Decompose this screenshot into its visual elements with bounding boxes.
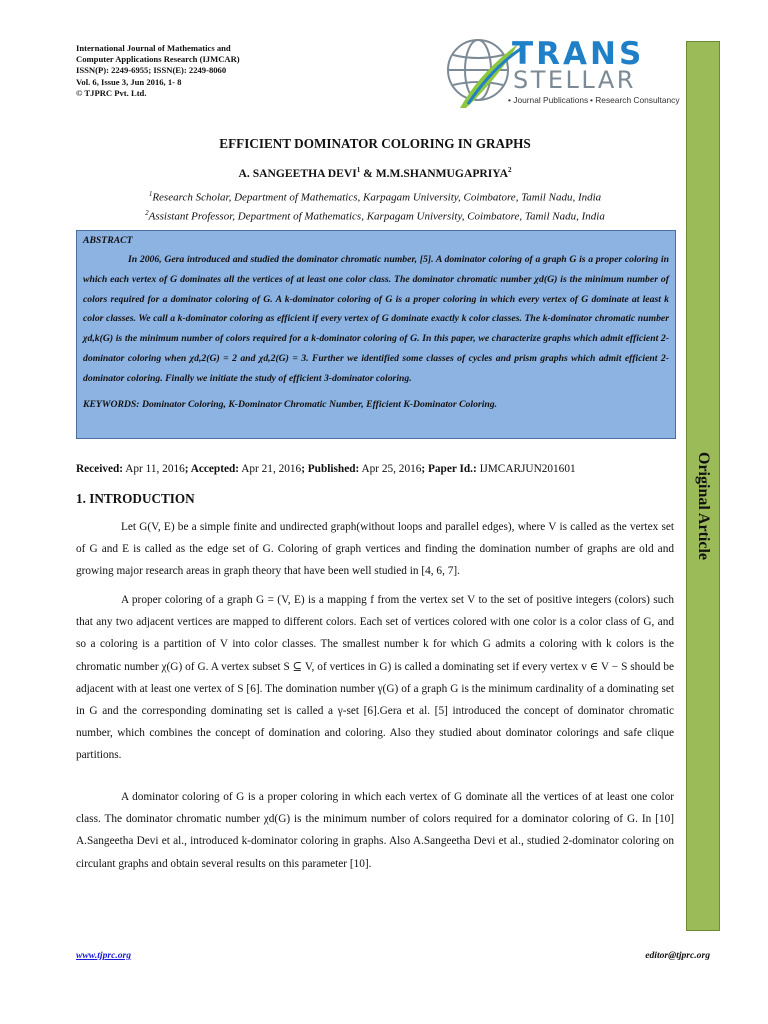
paragraph-3: A dominator coloring of G is a proper coloring in which each vertex of G dominate all the vertices of at least one color class. The dominator chromatic number χd(G) is the minimum number of colors required for a dominator coloring of G. In [10] A.Sangeetha Devi et al., introduced k-dominator coloring in graphs. Also A.Sangeetha Devi et al., studied 2-dominator coloring on circulant graphs and obtain several results on this parameter [10]. — [76, 791, 674, 870]
paper-id-label: Paper Id.: — [428, 463, 477, 475]
affiliation-sup: 1 — [148, 190, 153, 198]
journal-line: Computer Applications Research (IJMCAR) — [76, 54, 240, 65]
logo-word-top: TRANS — [512, 36, 645, 72]
abstract-heading: ABSTRACT — [83, 235, 133, 246]
affiliation-sup: 2 — [145, 209, 149, 217]
author-2: M.M.SHANMUGAPRIYA — [375, 166, 508, 180]
paper-title: EFFICIENT DOMINATOR COLORING IN GRAPHS — [219, 136, 531, 151]
journal-line: Vol. 6, Issue 3, Jun 2016, 1- 8 — [76, 76, 182, 87]
accepted-date: Apr 21, 2016 — [241, 463, 302, 475]
article-type-label: Original Article — [695, 452, 712, 560]
journal-line: ISSN(P): 2249-6955; ISSN(E): 2249-8060 — [76, 65, 227, 76]
author-1: A. SANGEETHA DEVI — [238, 166, 357, 180]
received-label: Received: — [76, 463, 124, 475]
abstract-keywords: KEYWORDS: Dominator Coloring, K-Dominator Chromatic Number, Efficient K-Dominator Coloring. — [83, 398, 498, 410]
abstract-body: In 2006, Gera introduced and studied the dominator chromatic number, [5]. A dominator coloring of a graph G is a proper coloring in which each vertex of G dominates all the vertices of at least one color class. The dominator chromatic number χd(G) is the minimum number of colors required for a dominator coloring of G. A k-dominator coloring of G is a proper coloring in which every vertex of G dominate at least k color classes. We call a k-dominator coloring as efficient if every vertex of G dominate exactly k color classes. The k-dominator chromatic number χd,k(G) is the minimum number of colors required for a k-dominator coloring of G. In this paper, we characterize graphs which admit efficient 2-dominator coloring when χd,2(G) = 2 and χd,2(G) = 3. Further we identified some classes of cycles and prism graphs which admit efficient 2-dominator coloring. Finally we initiate the study of efficient 3-dominator coloring. — [83, 254, 669, 384]
journal-line: International Journal of Mathematics and — [76, 43, 231, 53]
transstellar-logo — [440, 32, 682, 112]
affiliation-text: Research Scholar, Department of Mathematics, Karpagam University, Coimbatore, Tamil Nadu, India — [152, 191, 602, 204]
affiliation-text: Assistant Professor, Department of Mathematics, Karpagam University, Coimbatore, Tamil Nadu, India — [148, 210, 605, 223]
logo-word-bottom: STELLAR — [513, 66, 636, 94]
paper-id: IJMCARJUN201601 — [479, 463, 576, 475]
website-link[interactable]: www.tjprc.org — [76, 950, 132, 961]
author-1-sup: 1 — [356, 166, 361, 174]
section-heading: 1. INTRODUCTION — [76, 491, 195, 506]
published-date: Apr 25, 2016 — [361, 463, 422, 475]
accepted-label: Accepted: — [190, 463, 240, 475]
logo-tag-left: • Journal Publications — [508, 95, 589, 105]
received-date: Apr 11, 2016 — [125, 463, 185, 475]
abstract-box — [76, 230, 676, 439]
paragraph-1: Let G(V, E) be a simple finite and undirected graph(without loops and parallel edges), where V is called as the vertex set of G and E is called as the edge set of G. Coloring of graph vertices and finding the domination number of graphs are old and growing major research areas in graph theory that have been well studied in [4, 6, 7]. — [76, 521, 674, 578]
editor-email: editor@tjprc.org — [645, 950, 710, 961]
affiliation-2 — [76, 209, 674, 223]
logo-tag-right: • Research Consultancy — [590, 95, 680, 105]
author-join: & — [360, 166, 376, 180]
affiliation-1 — [76, 190, 674, 204]
journal-line: © TJPRC Pvt. Ltd. — [76, 87, 147, 98]
author-2-sup: 2 — [507, 166, 512, 174]
paragraph-2: A proper coloring of a graph G = (V, E) is a mapping f from the vertex set V to the set of positive integers (colors) such that any two adjacent vertices are mapped to different colors. Each set of vertices colored with one color is a color class of G, and so a coloring is a partition of V into color classes. The smallest number k for which G admits a coloring with k colors is the chromatic number χ(G) of G. A vertex subset S ⊆ V, of vertices in G) is called a dominating set if every vertex v ∈ V − S should be adjacent with at least one vertex of S [6]. The domination number γ(G) of a graph G is the minimum cardinality of a dominating set in G and the corresponding dominating set is called a γ-set [6].Gera et al. [5] introduced the concept of dominator chromatic number, which combines the concept of domination and coloring. Also they studied about dominator colorings and safe clique partitions. — [76, 594, 674, 762]
authors — [76, 166, 674, 180]
publication-dates: Received: Apr 11, 2016; Accepted: Apr 21, 2016; Published: Apr 25, 2016; Paper Id.: IJMCARJUN201601 — [76, 463, 576, 475]
journal-info — [76, 43, 376, 99]
published-label: Published: — [307, 463, 360, 475]
